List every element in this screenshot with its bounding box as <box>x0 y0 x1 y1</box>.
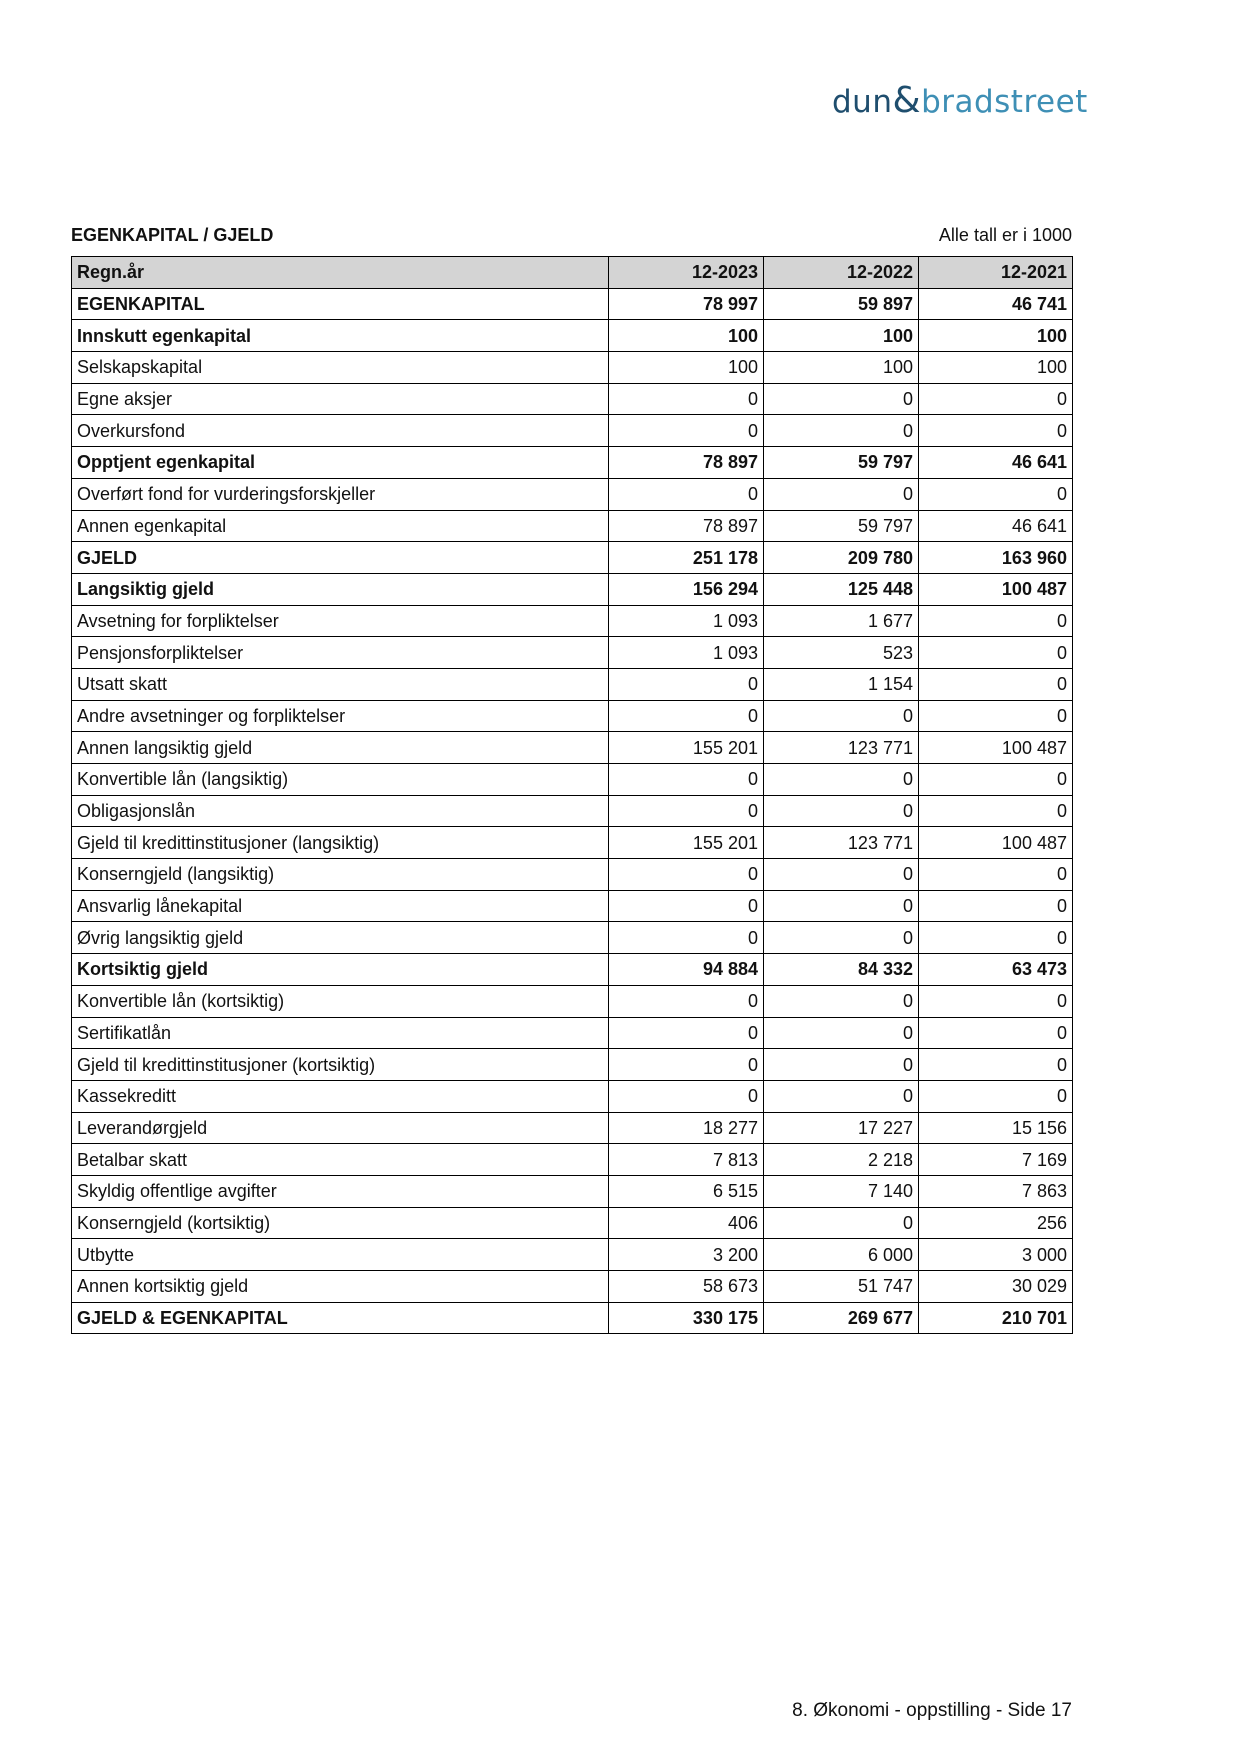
table-row <box>72 1302 1073 1334</box>
balance-sheet-table <box>71 256 1073 1334</box>
value-2021: 0 <box>919 700 1073 732</box>
value-2023: 155 201 <box>609 732 764 764</box>
value-2021: 0 <box>919 478 1073 510</box>
value-2022: 0 <box>764 1080 919 1112</box>
row-label: Egne aksjer <box>72 383 609 415</box>
value-2022: 1 677 <box>764 605 919 637</box>
value-2022: 59 897 <box>764 288 919 320</box>
table-row <box>72 447 1073 479</box>
row-label: Konserngjeld (langsiktig) <box>72 859 609 891</box>
row-label: Annen langsiktig gjeld <box>72 732 609 764</box>
row-label: Overført fond for vurderingsforskjeller <box>72 478 609 510</box>
value-2023: 0 <box>609 668 764 700</box>
value-2023: 0 <box>609 415 764 447</box>
page-footer: 8. Økonomi - oppstilling - Side 17 <box>792 1700 1072 1721</box>
table-row <box>72 890 1073 922</box>
value-2022: 0 <box>764 890 919 922</box>
value-2021: 15 156 <box>919 1112 1073 1144</box>
table-row <box>72 637 1073 669</box>
value-2023: 0 <box>609 890 764 922</box>
value-2021: 100 <box>919 320 1073 352</box>
row-label: Pensjonsforpliktelser <box>72 637 609 669</box>
table-row <box>72 415 1073 447</box>
value-2023: 3 200 <box>609 1239 764 1271</box>
value-2022: 269 677 <box>764 1302 919 1334</box>
value-2021: 46 741 <box>919 288 1073 320</box>
row-label: Overkursfond <box>72 415 609 447</box>
table-row <box>72 922 1073 954</box>
value-2022: 59 797 <box>764 510 919 542</box>
table-row <box>72 954 1073 986</box>
value-2021: 0 <box>919 1049 1073 1081</box>
value-2021: 0 <box>919 985 1073 1017</box>
table-row <box>72 700 1073 732</box>
row-label: Annen egenkapital <box>72 510 609 542</box>
table-row <box>72 1144 1073 1176</box>
row-label: Avsetning for forpliktelser <box>72 605 609 637</box>
row-label: Langsiktig gjeld <box>72 573 609 605</box>
value-2022: 0 <box>764 1017 919 1049</box>
table-row <box>72 1049 1073 1081</box>
row-label: Kassekreditt <box>72 1080 609 1112</box>
row-label: Konvertible lån (langsiktig) <box>72 764 609 796</box>
row-label: Leverandørgjeld <box>72 1112 609 1144</box>
row-label: Ansvarlig lånekapital <box>72 890 609 922</box>
row-label: Gjeld til kredittinstitusjoner (langsiktig) <box>72 827 609 859</box>
value-2023: 0 <box>609 383 764 415</box>
value-2023: 94 884 <box>609 954 764 986</box>
table-row <box>72 1112 1073 1144</box>
value-2023: 0 <box>609 764 764 796</box>
value-2021: 210 701 <box>919 1302 1073 1334</box>
value-2022: 0 <box>764 764 919 796</box>
row-label: Utbytte <box>72 1239 609 1271</box>
value-2022: 0 <box>764 1207 919 1239</box>
value-2021: 30 029 <box>919 1271 1073 1303</box>
table-row <box>72 1271 1073 1303</box>
value-2023: 251 178 <box>609 542 764 574</box>
value-2021: 0 <box>919 1080 1073 1112</box>
row-label: Innskutt egenkapital <box>72 320 609 352</box>
row-label: Opptjent egenkapital <box>72 447 609 479</box>
value-2021: 0 <box>919 383 1073 415</box>
table-row <box>72 985 1073 1017</box>
value-2023: 0 <box>609 985 764 1017</box>
value-2021: 46 641 <box>919 510 1073 542</box>
value-2022: 2 218 <box>764 1144 919 1176</box>
value-2023: 0 <box>609 1049 764 1081</box>
table-header-row <box>72 257 1073 289</box>
section-title: EGENKAPITAL / GJELD <box>71 225 274 245</box>
value-2021: 0 <box>919 415 1073 447</box>
table-row <box>72 668 1073 700</box>
value-2022: 523 <box>764 637 919 669</box>
value-2023: 0 <box>609 1080 764 1112</box>
value-2021: 0 <box>919 637 1073 669</box>
value-2021: 0 <box>919 668 1073 700</box>
row-label: GJELD <box>72 542 609 574</box>
value-2023: 1 093 <box>609 637 764 669</box>
row-label: Skyldig offentlige avgifter <box>72 1175 609 1207</box>
value-2023: 7 813 <box>609 1144 764 1176</box>
value-2023: 100 <box>609 320 764 352</box>
value-2022: 100 <box>764 320 919 352</box>
value-2022: 0 <box>764 985 919 1017</box>
value-2022: 6 000 <box>764 1239 919 1271</box>
logo-part-bradstreet: bradstreet <box>921 84 1088 120</box>
table-row <box>72 383 1073 415</box>
table-row <box>72 1175 1073 1207</box>
value-2022: 0 <box>764 700 919 732</box>
row-label: Selskapskapital <box>72 352 609 384</box>
table-row <box>72 732 1073 764</box>
value-2023: 0 <box>609 922 764 954</box>
value-2022: 59 797 <box>764 447 919 479</box>
value-2023: 155 201 <box>609 827 764 859</box>
value-2022: 0 <box>764 478 919 510</box>
value-2022: 125 448 <box>764 573 919 605</box>
table-row <box>72 573 1073 605</box>
unit-note: Alle tall er i 1000 <box>938 225 1072 245</box>
header-year-2021: 12-2021 <box>919 257 1073 289</box>
value-2022: 123 771 <box>764 732 919 764</box>
row-label: GJELD & EGENKAPITAL <box>72 1302 609 1334</box>
value-2022: 1 154 <box>764 668 919 700</box>
value-2022: 7 140 <box>764 1175 919 1207</box>
row-label: Annen kortsiktig gjeld <box>72 1271 609 1303</box>
value-2023: 0 <box>609 478 764 510</box>
table-row <box>72 859 1073 891</box>
header-regnar: Regn.år <box>72 257 609 289</box>
row-label: Kortsiktig gjeld <box>72 954 609 986</box>
logo-ampersand: & <box>892 80 922 121</box>
table-row <box>72 764 1073 796</box>
value-2023: 0 <box>609 795 764 827</box>
value-2023: 78 897 <box>609 447 764 479</box>
row-label: Øvrig langsiktig gjeld <box>72 922 609 954</box>
table-row <box>72 1207 1073 1239</box>
row-label: Konvertible lån (kortsiktig) <box>72 985 609 1017</box>
value-2023: 0 <box>609 700 764 732</box>
row-label: Obligasjonslån <box>72 795 609 827</box>
value-2022: 84 332 <box>764 954 919 986</box>
value-2023: 330 175 <box>609 1302 764 1334</box>
value-2022: 17 227 <box>764 1112 919 1144</box>
value-2021: 46 641 <box>919 447 1073 479</box>
value-2022: 0 <box>764 383 919 415</box>
value-2021: 100 <box>919 352 1073 384</box>
value-2021: 100 487 <box>919 732 1073 764</box>
value-2021: 163 960 <box>919 542 1073 574</box>
table-row <box>72 288 1073 320</box>
table-row <box>72 320 1073 352</box>
value-2021: 0 <box>919 764 1073 796</box>
value-2023: 58 673 <box>609 1271 764 1303</box>
table-row <box>72 795 1073 827</box>
value-2022: 0 <box>764 859 919 891</box>
value-2021: 100 487 <box>919 827 1073 859</box>
value-2021: 0 <box>919 1017 1073 1049</box>
value-2021: 3 000 <box>919 1239 1073 1271</box>
table-row <box>72 510 1073 542</box>
row-label: Andre avsetninger og forpliktelser <box>72 700 609 732</box>
value-2021: 0 <box>919 890 1073 922</box>
value-2022: 0 <box>764 1049 919 1081</box>
value-2021: 7 169 <box>919 1144 1073 1176</box>
value-2021: 100 487 <box>919 573 1073 605</box>
value-2022: 0 <box>764 415 919 447</box>
row-label: Sertifikatlån <box>72 1017 609 1049</box>
table-row <box>72 1239 1073 1271</box>
value-2021: 0 <box>919 795 1073 827</box>
row-label: EGENKAPITAL <box>72 288 609 320</box>
value-2022: 51 747 <box>764 1271 919 1303</box>
value-2023: 100 <box>609 352 764 384</box>
value-2022: 0 <box>764 922 919 954</box>
value-2022: 209 780 <box>764 542 919 574</box>
value-2023: 0 <box>609 859 764 891</box>
table-body <box>72 288 1073 1334</box>
row-label: Gjeld til kredittinstitusjoner (kortsiktig) <box>72 1049 609 1081</box>
value-2023: 6 515 <box>609 1175 764 1207</box>
value-2021: 256 <box>919 1207 1073 1239</box>
value-2023: 406 <box>609 1207 764 1239</box>
table-row <box>72 542 1073 574</box>
table-row <box>72 1017 1073 1049</box>
row-label: Betalbar skatt <box>72 1144 609 1176</box>
header-year-2023: 12-2023 <box>609 257 764 289</box>
value-2021: 0 <box>919 605 1073 637</box>
table-row <box>72 827 1073 859</box>
value-2023: 78 897 <box>609 510 764 542</box>
value-2022: 123 771 <box>764 827 919 859</box>
value-2022: 0 <box>764 795 919 827</box>
row-label: Utsatt skatt <box>72 668 609 700</box>
dun-bradstreet-logo <box>832 78 1088 124</box>
value-2023: 156 294 <box>609 573 764 605</box>
value-2023: 18 277 <box>609 1112 764 1144</box>
table-row <box>72 478 1073 510</box>
value-2022: 100 <box>764 352 919 384</box>
value-2021: 7 863 <box>919 1175 1073 1207</box>
value-2021: 0 <box>919 922 1073 954</box>
value-2021: 63 473 <box>919 954 1073 986</box>
table-row <box>72 605 1073 637</box>
value-2023: 0 <box>609 1017 764 1049</box>
table-row <box>72 352 1073 384</box>
value-2023: 78 997 <box>609 288 764 320</box>
header-year-2022: 12-2022 <box>764 257 919 289</box>
value-2023: 1 093 <box>609 605 764 637</box>
row-label: Konserngjeld (kortsiktig) <box>72 1207 609 1239</box>
logo-part-dun: dun <box>832 84 893 120</box>
table-row <box>72 1080 1073 1112</box>
value-2021: 0 <box>919 859 1073 891</box>
